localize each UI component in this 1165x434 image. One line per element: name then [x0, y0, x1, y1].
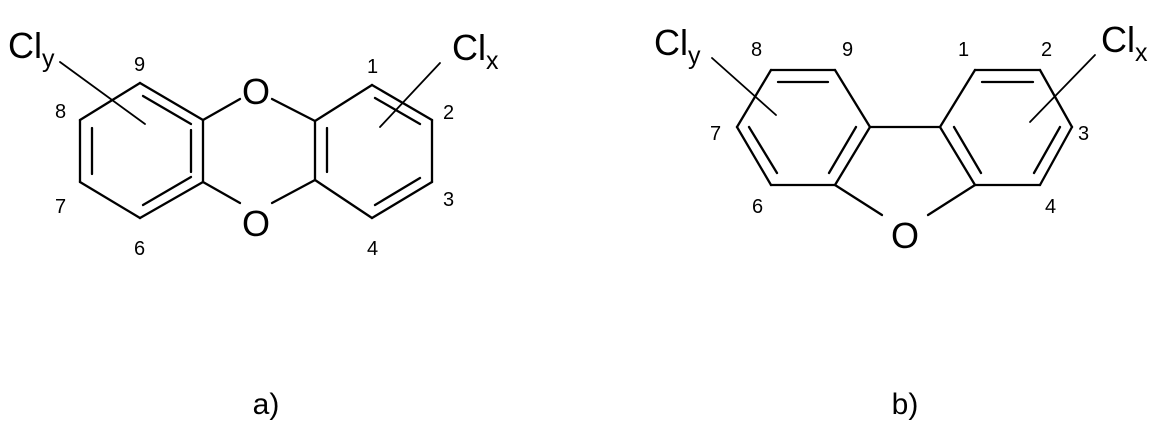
- structure-b-position-3: 3: [1078, 123, 1090, 145]
- structure-b-position-2: 2: [1041, 39, 1053, 61]
- structure-a-right-ring: [315, 85, 432, 218]
- structure-a-position-3: 3: [443, 189, 455, 211]
- structure-a-oxygen-top: O: [241, 71, 271, 112]
- structure-a-cl-x-label: Clx: [452, 27, 499, 75]
- structure-b-position-9: 9: [842, 39, 854, 61]
- structure-a-position-9: 9: [134, 54, 146, 76]
- structure-a-position-2: 2: [443, 102, 455, 124]
- structure-a-position-8: 8: [55, 101, 67, 123]
- structure-a-central-ring: [203, 99, 315, 203]
- structure-a-caption: a): [252, 388, 280, 421]
- structure-a-dibenzodioxin: [8, 25, 499, 421]
- structure-b-oxygen: O: [890, 215, 920, 256]
- structure-b-caption: b): [891, 388, 919, 421]
- structure-b-position-7: 7: [710, 123, 722, 145]
- structure-a-cl-y-label: Cly: [8, 25, 55, 73]
- structure-a-position-7: 7: [55, 196, 67, 218]
- structure-a-position-6: 6: [134, 238, 146, 260]
- structure-a-oxygen-bottom: O: [241, 203, 271, 244]
- structure-b-cl-y-label: Cly: [654, 22, 701, 70]
- structure-b-right-ring: [940, 70, 1072, 185]
- structure-b-position-6: 6: [752, 196, 764, 218]
- structure-b-position-4: 4: [1045, 196, 1057, 218]
- structure-a-position-1: 1: [367, 56, 379, 78]
- structure-a-cl-y-bond: [60, 62, 145, 124]
- structure-b-position-1: 1: [958, 39, 970, 61]
- structure-a-position-4: 4: [367, 238, 379, 260]
- structure-a-left-ring: [80, 83, 203, 218]
- structure-b-left-ring: [737, 70, 870, 185]
- structure-b-furan-ring: [835, 127, 975, 215]
- structure-b-dibenzofuran: [654, 19, 1148, 421]
- structure-b-cl-y-bond: [712, 58, 776, 115]
- structure-b-cl-x-label: Clx: [1101, 19, 1148, 67]
- structure-b-position-8: 8: [751, 39, 763, 61]
